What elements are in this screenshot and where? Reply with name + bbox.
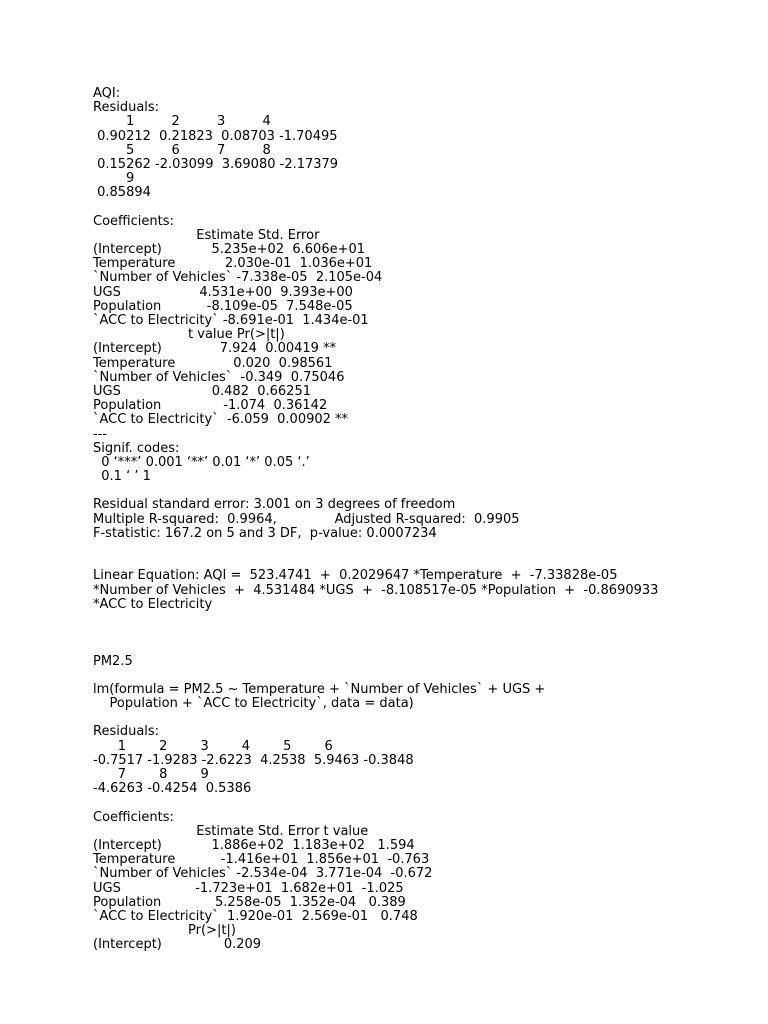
text-line: 9 bbox=[93, 171, 135, 187]
text-line: Multiple R-squared: 0.9964, Adjusted R-squared: 0.9905 bbox=[93, 511, 520, 527]
text-line: 0.15262 -2.03099 3.69080 -2.17379 bbox=[93, 156, 339, 172]
text-line bbox=[93, 711, 763, 725]
text-line: Residuals: bbox=[93, 724, 160, 740]
text-line: Population -1.074 0.36142 bbox=[93, 398, 328, 414]
text-line bbox=[93, 555, 763, 569]
text-line: `Number of Vehicles` -0.349 0.75046 bbox=[93, 369, 345, 385]
text-line: Residuals: bbox=[93, 100, 160, 116]
text-line: UGS 0.482 0.66251 bbox=[93, 383, 311, 399]
text-line: `Number of Vehicles` -7.338e-05 2.105e-04 bbox=[93, 270, 383, 286]
text-line: *ACC to Electricity bbox=[93, 596, 213, 612]
text-line: Estimate Std. Error t value bbox=[93, 823, 369, 839]
text-line: `Number of Vehicles` -2.534e-04 3.771e-04 -0.672 bbox=[93, 866, 433, 882]
text-line: t value Pr(>|t|) bbox=[93, 327, 285, 343]
text-line bbox=[93, 669, 763, 683]
text-line: Population -8.109e-05 7.548e-05 bbox=[93, 298, 353, 314]
text-line: F-statistic: 167.2 on 5 and 3 DF, p-value: 0.0007234 bbox=[93, 525, 437, 541]
text-line: Signif. codes: bbox=[93, 440, 180, 456]
text-line: Pr(>|t|) bbox=[93, 923, 236, 939]
text-line: (Intercept) 0.209 bbox=[93, 937, 262, 953]
text-line: (Intercept) 5.235e+02 6.606e+01 bbox=[93, 242, 366, 258]
text-line bbox=[93, 626, 763, 640]
text-line: Population 5.258e-05 1.352e-04 0.389 bbox=[93, 894, 406, 910]
text-line: -0.7517 -1.9283 -2.6223 4.2538 5.9463 -0.3848 bbox=[93, 752, 414, 768]
text-line: `ACC to Electricity` -6.059 0.00902 ** bbox=[93, 412, 349, 428]
text-line bbox=[93, 201, 763, 215]
text-line: 1 2 3 4 5 6 bbox=[93, 738, 333, 754]
text-line bbox=[93, 612, 763, 626]
text-line: Coefficients: bbox=[93, 809, 174, 825]
text-line: *Number of Vehicles + 4.531484 *UGS + -8.108517e-05 *Population + -0.8690933 bbox=[93, 582, 659, 598]
text-line: Linear Equation: AQI = 523.4741 + 0.2029647 *Temperature + -7.33828e-05 bbox=[93, 568, 618, 584]
text-line: Coefficients: bbox=[93, 213, 174, 229]
text-line: 0.90212 0.21823 0.08703 -1.70495 bbox=[93, 128, 338, 144]
text-line: `ACC to Electricity` -8.691e-01 1.434e-01 bbox=[93, 313, 369, 328]
regression-output-document bbox=[93, 87, 763, 952]
text-line bbox=[93, 484, 763, 498]
text-line: AQI: bbox=[93, 86, 121, 101]
text-line: UGS 4.531e+00 9.393e+00 bbox=[93, 284, 353, 300]
text-line: 0 ‘***’ 0.001 ‘**’ 0.01 ‘*’ 0.05 ‘.’ bbox=[93, 454, 310, 470]
text-line: Temperature -1.416e+01 1.856e+01 -0.763 bbox=[93, 852, 430, 868]
text-line: UGS -1.723e+01 1.682e+01 -1.025 bbox=[93, 880, 404, 896]
text-line: Residual standard error: 3.001 on 3 degrees of freedom bbox=[93, 497, 456, 513]
text-line bbox=[93, 541, 763, 555]
text-line: Temperature 0.020 0.98561 bbox=[93, 355, 333, 371]
text-line: PM2.5 bbox=[93, 653, 133, 669]
text-line: (Intercept) 7.924 0.00419 ** bbox=[93, 341, 337, 357]
text-line: `ACC to Electricity` 1.920e-01 2.569e-01 0.748 bbox=[93, 908, 418, 924]
text-line: -4.6263 -0.4254 0.5386 bbox=[93, 781, 252, 797]
text-line: Estimate Std. Error bbox=[93, 227, 320, 243]
text-line bbox=[93, 796, 763, 810]
text-line: Temperature 2.030e-01 1.036e+01 bbox=[93, 256, 373, 272]
text-line: lm(formula = PM2.5 ~ Temperature + `Number of Vehicles` + UGS + bbox=[93, 681, 546, 697]
text-line bbox=[93, 640, 763, 654]
text-line: (Intercept) 1.886e+02 1.183e+02 1.594 bbox=[93, 837, 415, 853]
text-line: --- bbox=[93, 426, 108, 442]
text-line: 0.1 ‘ ’ 1 bbox=[93, 469, 151, 485]
text-line: 7 8 9 bbox=[93, 767, 209, 782]
text-line: 5 6 7 8 bbox=[93, 142, 271, 158]
text-line: 0.85894 bbox=[93, 185, 151, 201]
text-line: Population + `ACC to Electricity`, data = data) bbox=[93, 696, 414, 712]
text-line: 1 2 3 4 bbox=[93, 114, 271, 130]
